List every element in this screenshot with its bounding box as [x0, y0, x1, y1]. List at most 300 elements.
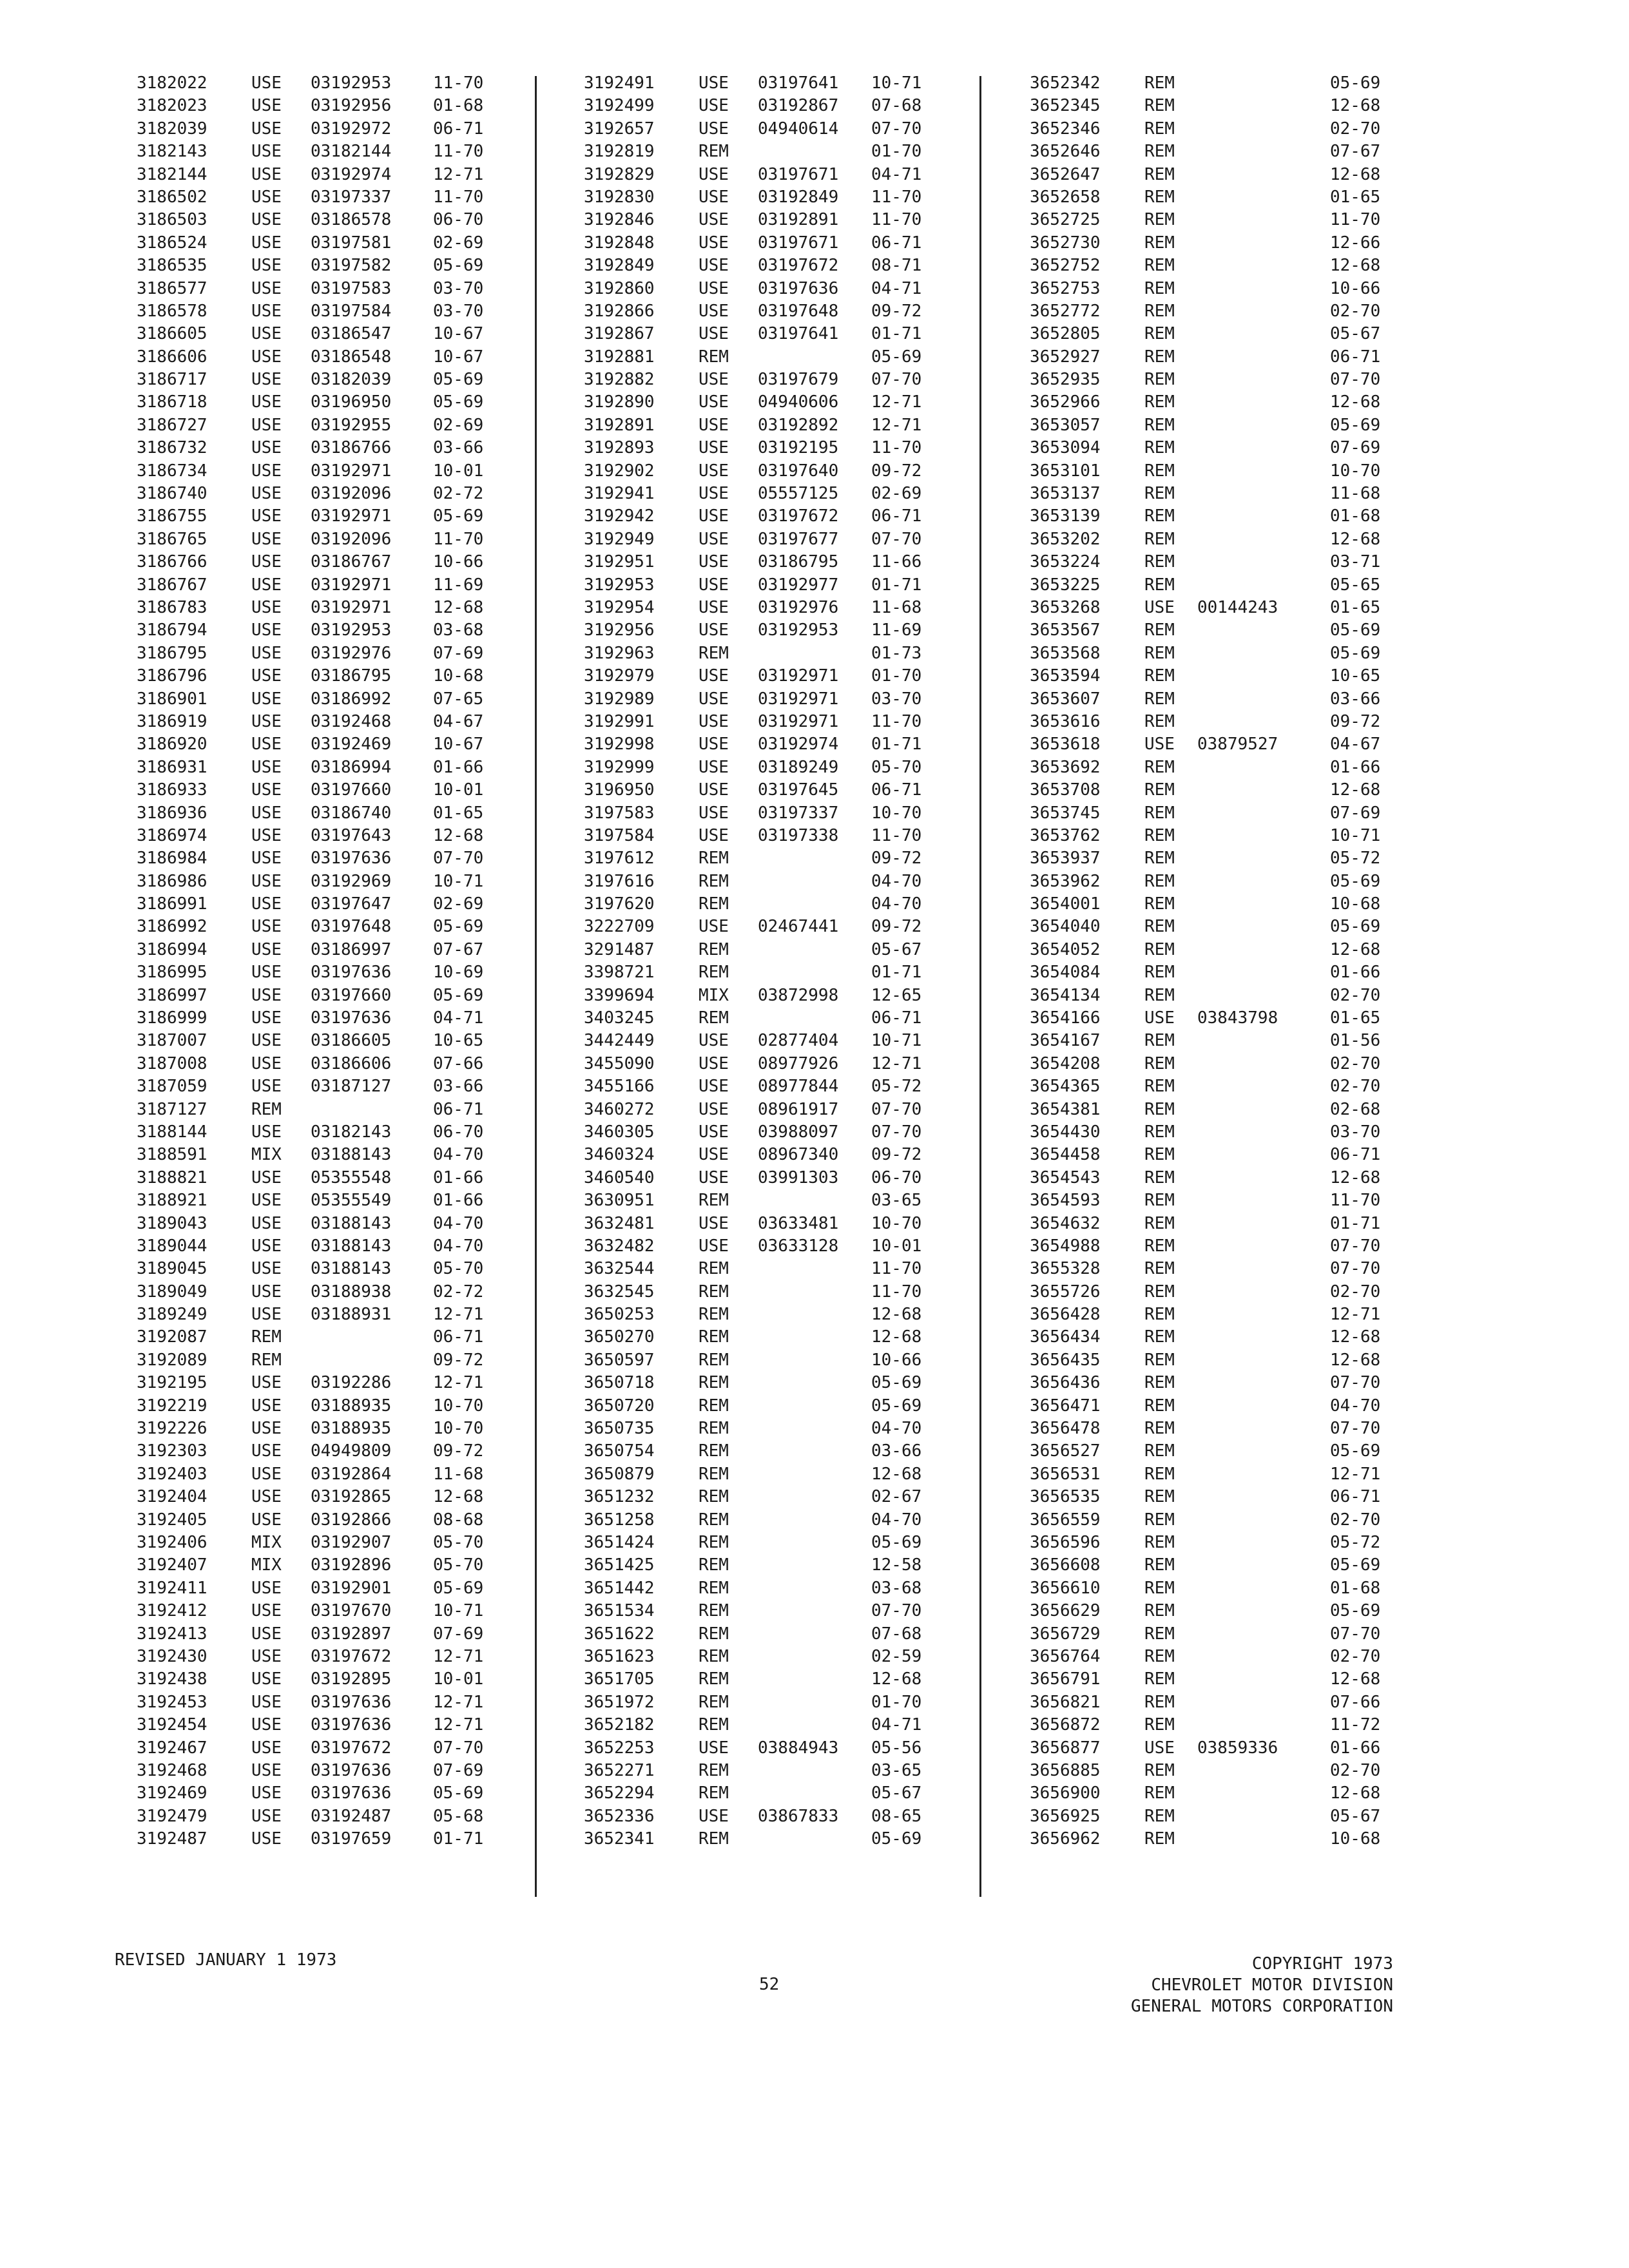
disposition-code: REM	[1144, 666, 1175, 686]
part-number: 3654166	[1030, 1008, 1101, 1028]
part-number: 3654040	[1030, 917, 1101, 937]
part-entry-row	[584, 802, 970, 825]
part-entry-row	[584, 825, 970, 847]
effective-date: 05-72	[871, 1077, 922, 1097]
part-entry-row	[584, 1281, 970, 1303]
part-number: 3182023	[137, 96, 207, 116]
effective-date: 05-69	[433, 506, 484, 526]
disposition-code: REM	[251, 1099, 282, 1119]
part-entry-row	[584, 505, 970, 528]
replacement-part-number: 03192896	[311, 1555, 392, 1575]
part-number: 3656478	[1030, 1419, 1101, 1439]
part-entry-row	[584, 847, 970, 870]
part-number: 3192882	[584, 370, 655, 390]
disposition-code: USE	[699, 301, 729, 321]
part-number: 3192413	[137, 1624, 207, 1644]
replacement-part-number: 03186605	[311, 1031, 392, 1051]
disposition-code: REM	[1144, 803, 1175, 823]
part-number: 3653745	[1030, 803, 1101, 823]
effective-date: 07-70	[1330, 1419, 1381, 1439]
disposition-code: USE	[251, 1669, 282, 1689]
effective-date: 03-65	[871, 1760, 922, 1780]
part-entry-row	[137, 1737, 549, 1760]
replacement-part-number: 03197648	[311, 917, 392, 937]
disposition-code: USE	[699, 506, 729, 526]
effective-date: 12-71	[1330, 1305, 1381, 1325]
replacement-part-number: 03189249	[758, 757, 839, 777]
disposition-code: USE	[699, 620, 729, 640]
part-number: 3192491	[584, 73, 655, 93]
part-number: 3182144	[137, 164, 207, 184]
parts-column-2	[584, 72, 970, 1850]
part-entry-row	[584, 437, 970, 459]
replacement-part-number: 03197645	[758, 780, 839, 800]
disposition-code: REM	[699, 1669, 729, 1689]
part-entry-row	[137, 278, 549, 300]
part-entry-row	[137, 1121, 549, 1144]
replacement-part-number: 03188931	[311, 1305, 392, 1325]
part-number: 3192891	[584, 415, 655, 435]
effective-date: 10-68	[1330, 894, 1381, 914]
disposition-code: REM	[1144, 1441, 1175, 1461]
effective-date: 07-69	[1330, 803, 1381, 823]
disposition-code: REM	[699, 1350, 729, 1370]
part-number: 3192226	[137, 1419, 207, 1439]
part-number: 3652647	[1030, 164, 1101, 184]
replacement-part-number: 03186795	[311, 666, 392, 686]
effective-date: 12-68	[1330, 256, 1381, 276]
part-number: 3654365	[1030, 1077, 1101, 1097]
part-entry-row	[584, 209, 970, 231]
disposition-code: REM	[699, 1715, 729, 1735]
disposition-code: REM	[1144, 278, 1175, 298]
part-number: 3651424	[584, 1533, 655, 1552]
part-entry-row	[584, 756, 970, 779]
part-number: 3192405	[137, 1510, 207, 1530]
disposition-code: REM	[1144, 1829, 1175, 1849]
replacement-part-number: 03192953	[311, 620, 392, 640]
disposition-code: MIX	[251, 1533, 282, 1552]
part-entry-row	[1030, 1577, 1391, 1600]
effective-date: 05-69	[1330, 643, 1381, 663]
part-entry-row	[137, 893, 549, 916]
part-number: 3656925	[1030, 1806, 1101, 1826]
part-number: 3460305	[584, 1122, 655, 1142]
effective-date: 12-68	[1330, 1168, 1381, 1187]
part-number: 3186717	[137, 370, 207, 390]
part-number: 3186502	[137, 187, 207, 207]
part-entry-row	[1030, 505, 1391, 528]
effective-date: 09-72	[871, 917, 922, 937]
replacement-part-number: 03192971	[758, 689, 839, 709]
effective-date: 11-70	[871, 187, 922, 207]
disposition-code: REM	[1144, 529, 1175, 549]
part-entry-row	[584, 1714, 970, 1736]
part-entry-row	[584, 483, 970, 505]
replacement-part-number: 03192891	[758, 210, 839, 230]
part-number: 3460272	[584, 1099, 655, 1119]
replacement-part-number: 03197583	[311, 278, 392, 298]
replacement-part-number: 03197584	[311, 301, 392, 321]
replacement-part-number: 03197671	[758, 233, 839, 253]
part-entry-row	[584, 779, 970, 802]
part-entry-row	[1030, 711, 1391, 733]
effective-date: 03-66	[433, 1077, 484, 1097]
part-number: 3652341	[584, 1829, 655, 1849]
part-number: 3192953	[584, 575, 655, 595]
replacement-part-number: 08977844	[758, 1077, 839, 1097]
part-entry-row	[1030, 1007, 1391, 1030]
disposition-code: USE	[251, 871, 282, 891]
disposition-code: REM	[1144, 849, 1175, 869]
disposition-code: USE	[251, 1624, 282, 1644]
replacement-part-number: 03186547	[311, 324, 392, 344]
part-number: 3186577	[137, 278, 207, 298]
part-number: 3656531	[1030, 1464, 1101, 1484]
disposition-code: USE	[251, 1487, 282, 1507]
replacement-part-number: 08967340	[758, 1145, 839, 1165]
effective-date: 05-56	[871, 1738, 922, 1758]
part-number: 3655726	[1030, 1282, 1101, 1302]
part-number: 3192846	[584, 210, 655, 230]
part-number: 3188921	[137, 1191, 207, 1211]
part-number: 3632544	[584, 1259, 655, 1279]
part-number: 3651622	[584, 1624, 655, 1644]
effective-date: 12-71	[871, 392, 922, 412]
disposition-code: REM	[699, 1327, 729, 1347]
part-entry-row	[1030, 1532, 1391, 1554]
effective-date: 07-70	[871, 529, 922, 549]
effective-date: 10-71	[1330, 825, 1381, 845]
copyright-line: COPYRIGHT 1973	[1251, 1954, 1393, 1974]
effective-date: 07-68	[871, 96, 922, 116]
part-entry-row	[584, 1030, 970, 1052]
effective-date: 10-01	[871, 1236, 922, 1256]
part-entry-row	[1030, 483, 1391, 505]
part-number: 3654134	[1030, 985, 1101, 1005]
disposition-code: USE	[251, 1168, 282, 1187]
effective-date: 12-71	[433, 164, 484, 184]
part-number: 3652805	[1030, 324, 1101, 344]
part-entry-row	[137, 870, 549, 893]
revised-date: REVISED JANUARY 1 1973	[115, 1950, 337, 1970]
part-number: 3192453	[137, 1692, 207, 1712]
effective-date: 01-56	[1330, 1031, 1381, 1051]
disposition-code: REM	[1144, 164, 1175, 184]
effective-date: 05-67	[871, 1783, 922, 1803]
effective-date: 06-70	[433, 1122, 484, 1142]
disposition-code: REM	[699, 643, 729, 663]
part-number: 3192487	[137, 1829, 207, 1849]
part-entry-row	[1030, 1463, 1391, 1486]
disposition-code: REM	[1144, 1077, 1175, 1097]
replacement-part-number: 03192955	[311, 415, 392, 435]
part-number: 3192479	[137, 1806, 207, 1826]
part-number: 3656729	[1030, 1624, 1101, 1644]
disposition-code: USE	[251, 370, 282, 390]
disposition-code: REM	[1144, 1282, 1175, 1302]
disposition-code: REM	[1144, 1487, 1175, 1507]
part-entry-row	[1030, 688, 1391, 711]
effective-date: 07-66	[433, 1053, 484, 1073]
effective-date: 10-01	[433, 780, 484, 800]
part-number: 3192403	[137, 1464, 207, 1484]
part-entry-row	[1030, 642, 1391, 665]
part-number: 3186984	[137, 849, 207, 869]
disposition-code: USE	[699, 278, 729, 298]
part-entry-row	[584, 1440, 970, 1463]
disposition-code: REM	[699, 142, 729, 162]
disposition-code: USE	[699, 256, 729, 276]
part-entry-row	[1030, 414, 1391, 437]
effective-date: 01-70	[871, 142, 922, 162]
part-entry-row	[1030, 870, 1391, 893]
effective-date: 07-70	[871, 1099, 922, 1119]
part-entry-row	[1030, 916, 1391, 938]
disposition-code: REM	[1144, 871, 1175, 891]
part-entry-row	[584, 72, 970, 95]
effective-date: 01-65	[1330, 597, 1381, 617]
disposition-code: REM	[1144, 233, 1175, 253]
part-entry-row	[584, 1075, 970, 1098]
part-number: 3186933	[137, 780, 207, 800]
effective-date: 04-71	[871, 1715, 922, 1735]
replacement-part-number: 03197660	[311, 985, 392, 1005]
part-entry-row	[137, 574, 549, 597]
effective-date: 01-71	[871, 324, 922, 344]
effective-date: 11-70	[871, 711, 922, 731]
disposition-code: USE	[251, 1373, 282, 1393]
part-entry-row	[137, 1281, 549, 1303]
part-entry-row	[137, 483, 549, 505]
part-entry-row	[137, 802, 549, 825]
replacement-part-number: 03197582	[311, 256, 392, 276]
part-number: 3192963	[584, 643, 655, 663]
part-entry-row	[584, 1577, 970, 1600]
disposition-code: REM	[699, 1829, 729, 1849]
disposition-code: USE	[251, 620, 282, 640]
part-number: 3188821	[137, 1168, 207, 1187]
part-number: 3186766	[137, 552, 207, 572]
part-entry-row	[584, 255, 970, 277]
effective-date: 07-69	[433, 643, 484, 663]
disposition-code: REM	[1144, 1601, 1175, 1621]
effective-date: 03-68	[433, 620, 484, 640]
part-entry-row	[1030, 1189, 1391, 1212]
part-entry-row	[137, 1189, 549, 1212]
disposition-code: REM	[1144, 1373, 1175, 1393]
disposition-code: USE	[251, 233, 282, 253]
part-entry-row	[137, 1167, 549, 1189]
part-entry-row	[1030, 574, 1391, 597]
effective-date: 01-71	[871, 963, 922, 983]
part-entry-row	[584, 1372, 970, 1394]
part-entry-row	[1030, 1121, 1391, 1144]
disposition-code: USE	[699, 324, 729, 344]
effective-date: 04-70	[871, 1419, 922, 1439]
disposition-code: USE	[251, 1213, 282, 1233]
disposition-code: USE	[251, 324, 282, 344]
effective-date: 08-68	[433, 1510, 484, 1530]
part-number: 3192499	[584, 96, 655, 116]
effective-date: 01-65	[1330, 1008, 1381, 1028]
replacement-part-number: 03196950	[311, 392, 392, 412]
effective-date: 05-69	[433, 1578, 484, 1598]
part-number: 3192956	[584, 620, 655, 640]
part-entry-row	[1030, 939, 1391, 961]
effective-date: 05-69	[433, 985, 484, 1005]
part-number: 3653762	[1030, 825, 1101, 845]
part-entry-row	[1030, 391, 1391, 414]
part-entry-row	[584, 1554, 970, 1577]
part-entry-row	[1030, 1030, 1391, 1052]
part-entry-row	[584, 1258, 970, 1280]
effective-date: 04-70	[871, 871, 922, 891]
replacement-part-number: 03859336	[1197, 1738, 1278, 1758]
effective-date: 05-69	[1330, 73, 1381, 93]
disposition-code: USE	[251, 1396, 282, 1416]
disposition-code: REM	[1144, 324, 1175, 344]
part-number: 3186783	[137, 597, 207, 617]
part-number: 3187127	[137, 1099, 207, 1119]
part-number: 3653224	[1030, 552, 1101, 572]
replacement-part-number: 04940606	[758, 392, 839, 412]
part-number: 3455090	[584, 1053, 655, 1073]
replacement-part-number: 03186548	[311, 347, 392, 367]
disposition-code: REM	[699, 1555, 729, 1575]
part-entry-row	[584, 916, 970, 938]
replacement-part-number: 03197338	[758, 825, 839, 845]
effective-date: 09-72	[871, 1145, 922, 1165]
part-number: 3653937	[1030, 849, 1101, 869]
part-number: 3630951	[584, 1191, 655, 1211]
effective-date: 11-68	[433, 1464, 484, 1484]
part-number: 3632481	[584, 1213, 655, 1233]
part-number: 3186767	[137, 575, 207, 595]
part-entry-row	[137, 1805, 549, 1828]
part-entry-row	[584, 574, 970, 597]
replacement-part-number: 03192867	[758, 96, 839, 116]
effective-date: 11-70	[1330, 210, 1381, 230]
part-number: 3186765	[137, 529, 207, 549]
part-number: 3654381	[1030, 1099, 1101, 1119]
part-entry-row	[584, 1213, 970, 1235]
effective-date: 02-70	[1330, 119, 1381, 139]
replacement-part-number: 03186795	[758, 552, 839, 572]
disposition-code: REM	[1144, 1464, 1175, 1484]
effective-date: 02-69	[871, 484, 922, 504]
effective-date: 10-65	[1330, 666, 1381, 686]
replacement-part-number: 03197677	[758, 529, 839, 549]
replacement-part-number: 03197636	[311, 849, 392, 869]
disposition-code: USE	[699, 119, 729, 139]
part-number: 3399694	[584, 985, 655, 1005]
part-entry-row	[137, 597, 549, 619]
part-entry-row	[1030, 1828, 1391, 1850]
part-entry-row	[1030, 597, 1391, 619]
effective-date: 02-68	[1330, 1099, 1381, 1119]
part-entry-row	[137, 1075, 549, 1098]
part-entry-row	[1030, 278, 1391, 300]
effective-date: 05-70	[433, 1533, 484, 1552]
disposition-code: USE	[251, 963, 282, 983]
part-entry-row	[1030, 1349, 1391, 1372]
part-number: 3192848	[584, 233, 655, 253]
replacement-part-number: 03182039	[311, 370, 392, 390]
part-number: 3186734	[137, 461, 207, 481]
part-number: 3652658	[1030, 187, 1101, 207]
replacement-part-number: 03197636	[311, 1760, 392, 1780]
part-entry-row	[137, 619, 549, 642]
effective-date: 05-69	[871, 1373, 922, 1393]
part-number: 3653225	[1030, 575, 1101, 595]
part-number: 3455166	[584, 1077, 655, 1097]
effective-date: 12-65	[871, 985, 922, 1005]
disposition-code: REM	[1144, 1669, 1175, 1689]
part-entry-row	[137, 118, 549, 140]
effective-date: 05-67	[1330, 324, 1381, 344]
part-entry-row	[1030, 802, 1391, 825]
disposition-code: REM	[699, 1191, 729, 1211]
part-entry-row	[584, 186, 970, 209]
replacement-part-number: 03192865	[311, 1487, 392, 1507]
effective-date: 07-67	[1330, 142, 1381, 162]
effective-date: 05-69	[1330, 1601, 1381, 1621]
part-number: 3403245	[584, 1008, 655, 1028]
disposition-code: REM	[699, 1487, 729, 1507]
part-entry-row	[137, 1099, 549, 1121]
replacement-part-number: 03879527	[1197, 735, 1278, 754]
disposition-code: REM	[1144, 438, 1175, 458]
part-entry-row	[1030, 437, 1391, 459]
effective-date: 06-71	[871, 1008, 922, 1028]
effective-date: 10-69	[433, 963, 484, 983]
disposition-code: USE	[699, 1738, 729, 1758]
part-number: 3651232	[584, 1487, 655, 1507]
disposition-code: REM	[1144, 1213, 1175, 1233]
part-number: 3186974	[137, 825, 207, 845]
effective-date: 10-70	[433, 1419, 484, 1439]
disposition-code: USE	[251, 643, 282, 663]
disposition-code: USE	[251, 803, 282, 823]
effective-date: 10-01	[433, 1669, 484, 1689]
part-entry-row	[584, 1668, 970, 1691]
effective-date: 10-70	[1330, 461, 1381, 481]
disposition-code: USE	[251, 1008, 282, 1028]
part-number: 3192657	[584, 119, 655, 139]
part-entry-row	[137, 1486, 549, 1508]
effective-date: 11-70	[871, 825, 922, 845]
effective-date: 01-71	[1330, 1213, 1381, 1233]
part-entry-row	[1030, 186, 1391, 209]
part-number: 3656764	[1030, 1646, 1101, 1666]
part-entry-row	[137, 688, 549, 711]
disposition-code: USE	[251, 1829, 282, 1849]
effective-date: 10-67	[433, 735, 484, 754]
replacement-part-number: 03192971	[758, 666, 839, 686]
part-entry-row	[1030, 1258, 1391, 1280]
effective-date: 05-69	[871, 1396, 922, 1416]
disposition-code: USE	[699, 1213, 729, 1233]
part-entry-row	[137, 825, 549, 847]
disposition-code: REM	[699, 1624, 729, 1644]
part-entry-row	[137, 961, 549, 984]
part-entry-row	[137, 140, 549, 163]
part-entry-row	[1030, 118, 1391, 140]
part-entry-row	[137, 551, 549, 573]
part-number: 3186919	[137, 711, 207, 731]
parts-column-1	[137, 72, 549, 1850]
